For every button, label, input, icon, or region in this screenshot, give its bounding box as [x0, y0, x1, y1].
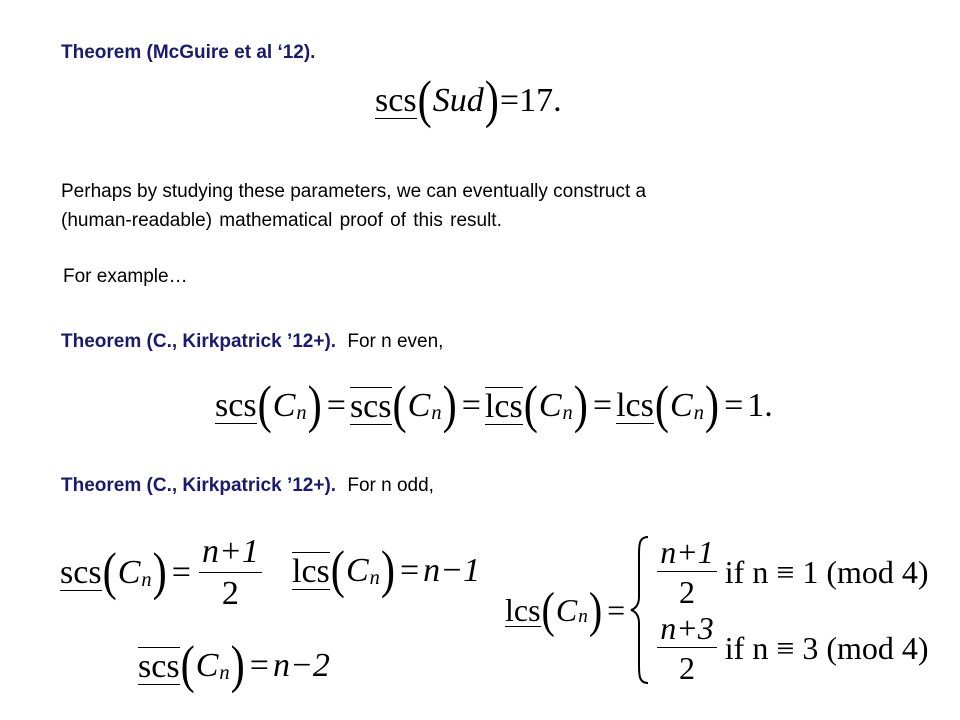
lcs-function-over: [485, 387, 523, 425]
case-condition: if n ≡ 3 (mod 4): [724, 629, 929, 666]
formula-lcs-over-odd: [292, 540, 481, 600]
close-paren: ): [573, 375, 588, 435]
left-brace-icon: [629, 535, 651, 685]
scs-function: scs: [60, 553, 102, 591]
equals-sign: =: [592, 387, 613, 425]
formula-scs-odd: [60, 535, 266, 611]
fraction: [657, 536, 717, 608]
theorem-3-heading: [61, 475, 434, 497]
close-paren: ): [307, 375, 322, 435]
subscript-n: n: [141, 568, 152, 591]
denominator: 2: [221, 575, 239, 612]
open-paren: (: [102, 542, 117, 602]
paragraph-line-1: Perhaps by studying these parameters, we can eventually construct a: [61, 181, 647, 202]
close-paren: ): [230, 635, 245, 695]
cycle-arg: C: [670, 387, 693, 425]
open-paren: (: [417, 70, 432, 130]
close-paren: ): [152, 542, 167, 602]
subscript-n: n: [578, 605, 588, 627]
theorem-1-label: Theorem (McGuire et al ‘12).: [61, 42, 316, 63]
lcs-over-label: lcs: [484, 388, 523, 426]
cycle-arg: C: [555, 591, 578, 628]
open-paren: (: [541, 581, 555, 638]
case-row-2: [653, 612, 928, 684]
equals-sign: =: [326, 387, 346, 425]
cases-list: [653, 536, 928, 684]
equals-sign: =: [399, 552, 420, 590]
scs-function: scs: [215, 386, 257, 424]
subscript-n: n: [431, 401, 442, 424]
case-row-1: [653, 536, 928, 608]
theorem-1-heading: [61, 42, 315, 64]
subscript-n: n: [369, 566, 380, 589]
open-paren: (: [330, 540, 345, 600]
result-value: n−1: [423, 552, 481, 590]
denominator: 2: [678, 574, 695, 610]
scs-over-label: scs: [138, 648, 180, 686]
theorem-3-condition: For n odd,: [347, 475, 434, 496]
cycle-arg: C: [272, 387, 296, 425]
close-paren: ): [380, 540, 395, 600]
equals-sign: =: [724, 387, 744, 425]
cycle-arg: C: [345, 552, 369, 590]
close-paren: ): [588, 581, 603, 638]
open-paren: (: [392, 375, 407, 435]
close-paren: ): [484, 70, 499, 130]
cases-block: [629, 535, 928, 685]
cycle-arg: C: [407, 387, 431, 425]
result-value: 1.: [747, 387, 773, 425]
theorem-2-heading: [61, 331, 443, 353]
lcs-function-over: [292, 552, 330, 590]
theorem-2-label: Theorem (C., Kirkpatrick ’12+).: [61, 331, 337, 352]
equals-sign: =: [499, 82, 520, 120]
cycle-arg: C: [117, 554, 141, 591]
cycle-arg: C: [195, 647, 219, 685]
theorem-3-label: Theorem (C., Kirkpatrick ’12+).: [61, 475, 337, 496]
equals-sign: =: [171, 554, 191, 591]
formula-scs-sud: [375, 70, 562, 130]
lcs-function: lcs: [505, 591, 541, 628]
case-condition: if n ≡ 1 (mod 4): [724, 553, 929, 590]
numerator: n+3: [657, 612, 717, 648]
subscript-n: n: [219, 661, 230, 684]
equals-sign: =: [607, 591, 626, 628]
denominator: 2: [678, 650, 695, 686]
scs-over-label: scs: [349, 388, 392, 426]
lcs-over-label: lcs: [292, 553, 330, 591]
result-value: n−2: [272, 647, 330, 685]
theorem-2-condition: For n even,: [347, 331, 444, 352]
scs-function-over: [138, 647, 180, 685]
lcs-function: lcs: [616, 386, 654, 424]
example-text: For example…: [63, 266, 188, 287]
formula-even-case: [215, 375, 773, 435]
motivation-paragraph: [61, 177, 646, 235]
close-paren: ): [704, 375, 720, 435]
numerator: n+1: [657, 536, 717, 572]
numerator: n+1: [199, 535, 262, 573]
subscript-n: n: [562, 401, 573, 424]
result-value: 17.: [519, 82, 562, 120]
paragraph-line-2: (human-readable) mathematical proof of this result.: [61, 210, 502, 231]
fraction: [657, 612, 717, 684]
equals-sign: =: [461, 387, 481, 425]
cycle-arg: C: [538, 387, 562, 425]
scs-function: scs: [375, 81, 417, 119]
formula-scs-over-odd: [138, 635, 330, 695]
open-paren: (: [654, 375, 670, 435]
open-paren: (: [180, 635, 195, 695]
close-paren: ): [442, 375, 457, 435]
open-paren: (: [257, 375, 272, 435]
open-paren: (: [523, 375, 538, 435]
fraction: [199, 535, 262, 611]
subscript-n: n: [296, 401, 307, 424]
formula-lcs-cases: [505, 535, 929, 685]
equals-sign: =: [249, 647, 269, 685]
subscript-n: n: [693, 401, 704, 424]
sudoku-arg: Sud: [432, 82, 484, 120]
scs-function-over: [350, 387, 392, 425]
